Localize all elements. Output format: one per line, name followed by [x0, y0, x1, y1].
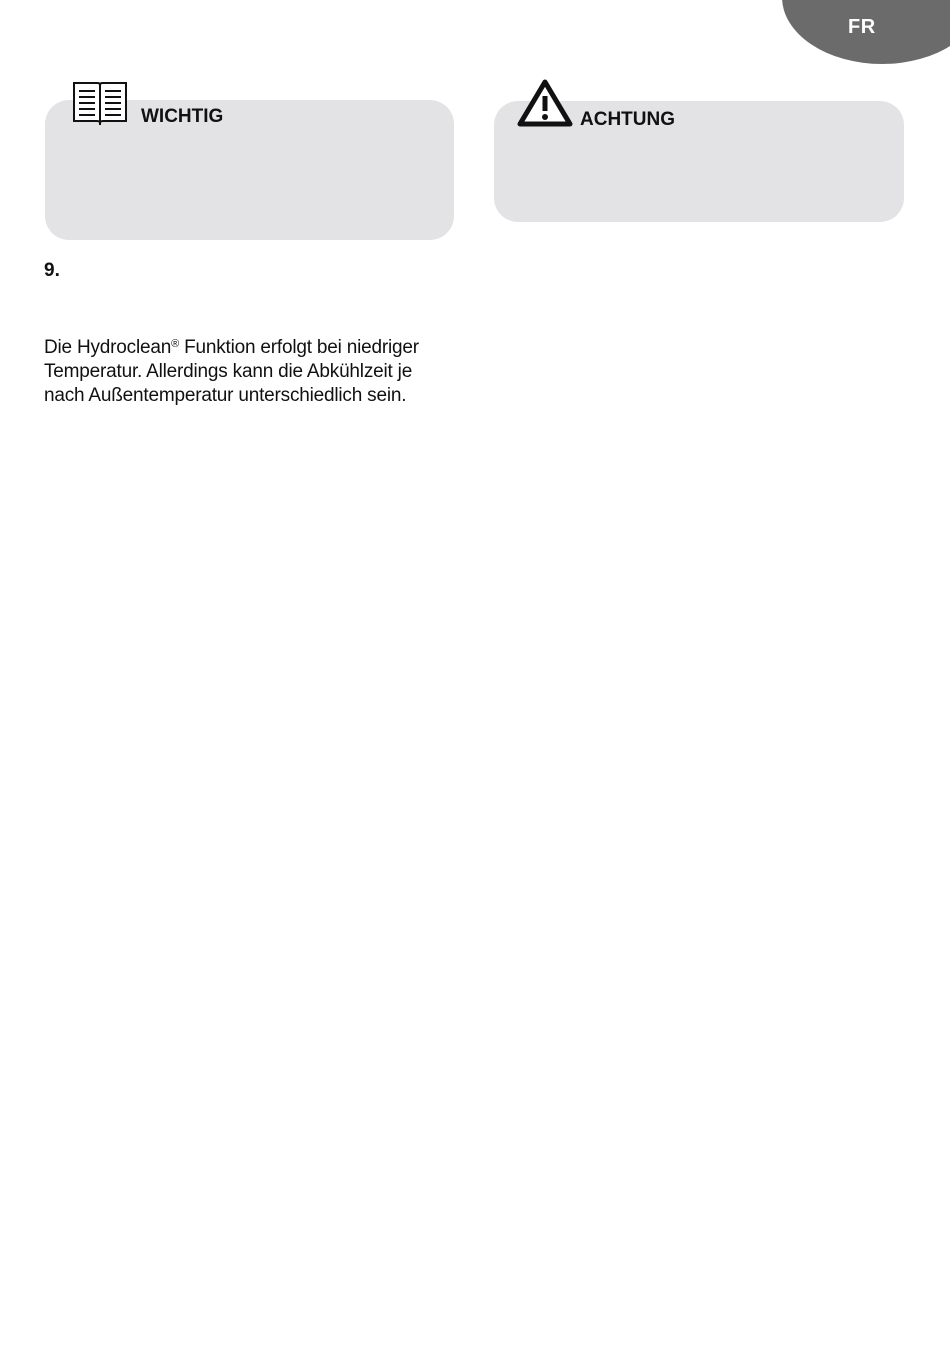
warning-triangle-icon	[517, 79, 573, 127]
paragraph-line-2: Temperatur. Allerdings kann die Abkühlzeit je	[44, 361, 413, 382]
important-notice-title: WICHTIG	[141, 106, 224, 127]
open-book-icon	[72, 81, 128, 127]
paragraph-line-3: nach Außentemperatur unterschiedlich sein.	[44, 385, 407, 406]
warning-notice-title: ACHTUNG	[580, 109, 675, 130]
language-tab-label: FR	[848, 16, 876, 38]
section-number: 9.	[44, 260, 60, 281]
trademark-symbol: ®	[171, 338, 179, 350]
paragraph-line-1: Die Hydroclean® Funktion erfolgt bei niedriger	[44, 337, 419, 358]
body-paragraph	[44, 336, 464, 408]
